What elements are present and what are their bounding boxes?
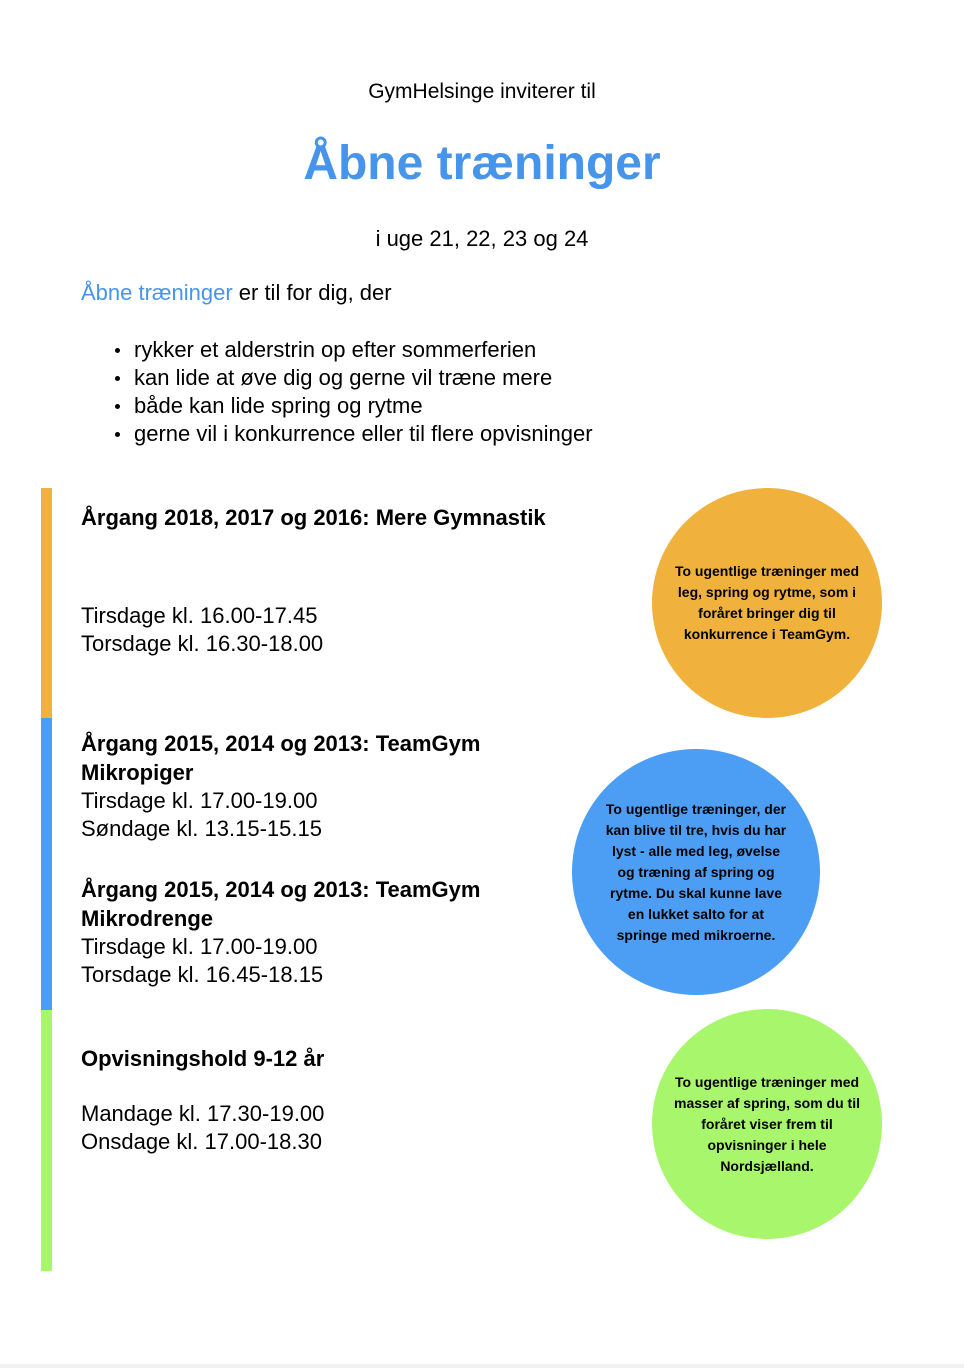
group-times [81, 787, 561, 843]
group-heading: Opvisningshold 9-12 år [81, 1046, 325, 1071]
training-time: Torsdage kl. 16.30-18.00 [81, 631, 324, 656]
info-circle-green [652, 1009, 882, 1239]
info-circle-orange [652, 488, 882, 718]
bullet-item: kan lide at øve dig og gerne vil træne mere [111, 364, 593, 392]
lead-rest: er til for dig, der [232, 280, 392, 305]
weeks-text: i uge 21, 22, 23 og 24 [375, 226, 589, 251]
training-time: Tirsdage kl. 16.00-17.45 [81, 603, 318, 628]
page-title: Åbne træninger [303, 137, 661, 190]
green-side-bar [41, 1010, 52, 1271]
training-time: Onsdage kl. 17.00-18.30 [81, 1129, 322, 1154]
group-teamgym-mikrodrenge [81, 875, 561, 989]
bullet-item: både kan lide spring og rytme [111, 392, 593, 420]
circle-text: To ugentlige træninger med masser af spring, som du til foråret viser frem til opvisninger i hele Nordsjælland. [674, 1073, 860, 1174]
blue-side-bar [41, 718, 52, 1010]
training-time: Torsdage kl. 16.45-18.15 [81, 962, 324, 987]
group-opvisningshold [81, 1044, 561, 1156]
bullet-item: gerne vil i konkurrence eller til flere opvisninger [111, 420, 593, 448]
lead-paragraph [81, 280, 392, 306]
training-time: Mandage kl. 17.30-19.00 [81, 1101, 325, 1126]
training-time: Tirsdage kl. 17.00-19.00 [81, 934, 318, 959]
circle-text: To ugentlige træninger, der kan blive til tre, hvis du har lyst - alle med leg, øvelse og træning af spring og rytme. Du skal kunne lave en lukket salto for at springe med mikroerne. [605, 800, 787, 943]
group-heading: Årgang 2015, 2014 og 2013: TeamGym Mikropiger [81, 731, 481, 785]
training-time: Søndage kl. 13.15-15.15 [81, 816, 322, 841]
group-heading: Årgang 2018, 2017 og 2016: Mere Gymnastik [81, 505, 546, 530]
bullet-item: rykker et alderstrin op efter sommerferien [111, 336, 593, 364]
intro-text: GymHelsinge inviterer til [368, 80, 596, 103]
training-time: Tirsdage kl. 17.00-19.00 [81, 788, 318, 813]
info-circle-blue [572, 749, 820, 995]
group-mere-gymnastik [81, 503, 561, 658]
circle-text: To ugentlige træninger med leg, spring og rytme, som i foråret bringer dig til konkurrence i TeamGym. [674, 563, 860, 642]
page-bottom-edge [0, 1364, 964, 1368]
group-teamgym-mikropiger [81, 729, 561, 843]
lead-highlight: Åbne træninger [81, 280, 233, 305]
orange-side-bar [41, 488, 52, 718]
bullet-list [111, 336, 593, 448]
group-times [81, 1100, 561, 1156]
group-heading: Årgang 2015, 2014 og 2013: TeamGym Mikrodrenge [81, 877, 481, 931]
group-times [81, 933, 561, 989]
group-times [81, 602, 561, 658]
